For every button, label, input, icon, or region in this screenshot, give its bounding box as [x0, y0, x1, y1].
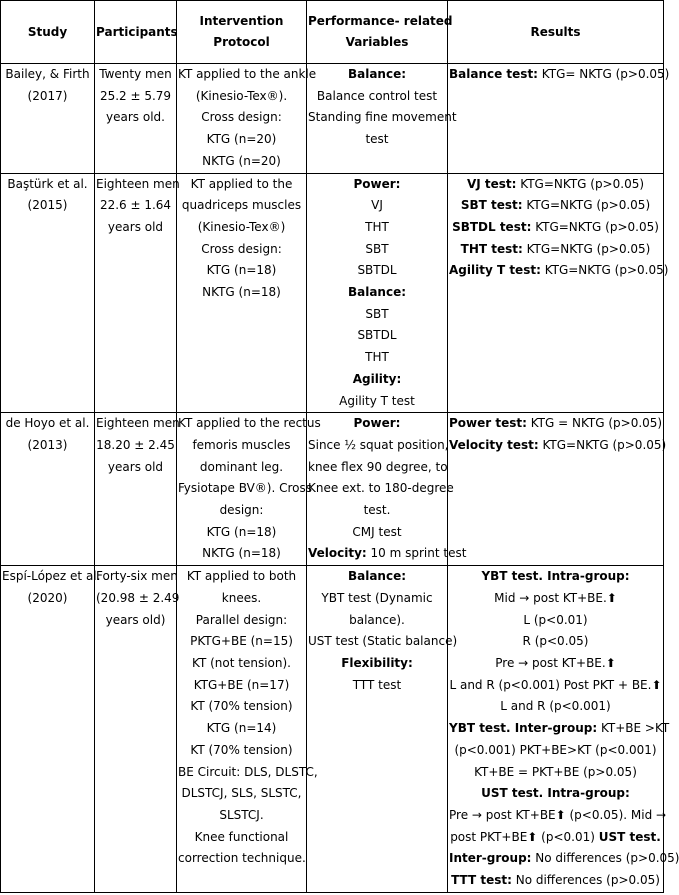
cell-study: de Hoyo et al. (2013): [1, 413, 95, 566]
cell-variables: Balance: YBT test (Dynamic balance). UST test (Static balance) Flexibility: TTT test: [307, 566, 448, 893]
cell-participants: Twenty men 25.2 ± 5.79 years old.: [95, 64, 177, 174]
cell-results: VJ test: KTG=NKTG (p>0.05) SBT test: KTG=NKTG (p>0.05) SBTDL test: KTG=NKTG (p>0.05) THT test: KTG=NKTG (p>0.05) Agility T test: KTG=NKTG (p>0.05): [448, 173, 664, 413]
cell-variables: Balance: Balance control test Standing fine movement test: [307, 64, 448, 174]
table-row: [1, 413, 664, 566]
cell-participants: Forty-six men (20.98 ± 2.49 years old): [95, 566, 177, 893]
cell-results: Power test: KTG = NKTG (p>0.05) Velocity test: KTG=NKTG (p>0.05): [448, 413, 664, 566]
cell-protocol: KT applied to the ankle (Kinesio-Tex®). Cross design: KTG (n=20) NKTG (n=20): [177, 64, 307, 174]
cell-variables: Power: VJ THT SBT SBTDL Balance: SBT SBTDL THT Agility: Agility T test: [307, 173, 448, 413]
cell-protocol: KT applied to both knees. Parallel design: PKTG+BE (n=15) KT (not tension). KTG+BE (n=17) KT (70% tension) KTG (n=14) KT (70% tension) BE Circuit: DLS, DLSTC, DLSTCJ, SLS, SLSTC, SLSTCJ. Knee functional correction technique.: [177, 566, 307, 893]
header-participants: Participants: [95, 1, 177, 64]
header-row: [1, 1, 664, 64]
table-row: [1, 64, 664, 174]
cell-participants: Eighteen men 18.20 ± 2.45 years old: [95, 413, 177, 566]
cell-results: YBT test. Intra-group: Mid → post KT+BE.⬆ L (p<0.01) R (p<0.05) Pre → post KT+BE.⬆ L and R (p<0.001) Post PKT + BE.⬆ L and R (p<0.001) YBT test. Inter-group: KT+BE >KT (p<0.001) PKT+BE>KT (p<0.001) KT+BE = PKT+BE (p>0.05) UST test. Intra-group: Pre → post KT+BE⬆ (p<0.05). Mid → post PKT+BE⬆ (p<0.01) UST test. Inter-group: No differences (p>0.05) TTT test: No differences (p>0.05): [448, 566, 664, 893]
table-row: [1, 566, 664, 893]
header-study: Study: [1, 1, 95, 64]
cell-participants: Eighteen men 22.6 ± 1.64 years old: [95, 173, 177, 413]
cell-study: Espí-López et al. (2020): [1, 566, 95, 893]
cell-variables: Power: Since ½ squat position, knee flex 90 degree, to Knee ext. to 180-degree test. CMJ test Velocity: 10 m sprint test: [307, 413, 448, 566]
cell-results: Balance test: KTG= NKTG (p>0.05): [448, 64, 664, 174]
cell-protocol: KT applied to the quadriceps muscles (Kinesio-Tex®) Cross design: KTG (n=18) NKTG (n=18): [177, 173, 307, 413]
header-results: Results: [448, 1, 664, 64]
cell-protocol: KT applied to the rectus femoris muscles dominant leg. Fysiotape BV®). Cross design: KTG (n=18) NKTG (n=18): [177, 413, 307, 566]
cell-study: Baştürk et al. (2015): [1, 173, 95, 413]
header-variables: Performance- related Variables: [307, 1, 448, 64]
cell-study: Bailey, & Firth (2017): [1, 64, 95, 174]
header-protocol: Intervention Protocol: [177, 1, 307, 64]
table-row: [1, 173, 664, 413]
